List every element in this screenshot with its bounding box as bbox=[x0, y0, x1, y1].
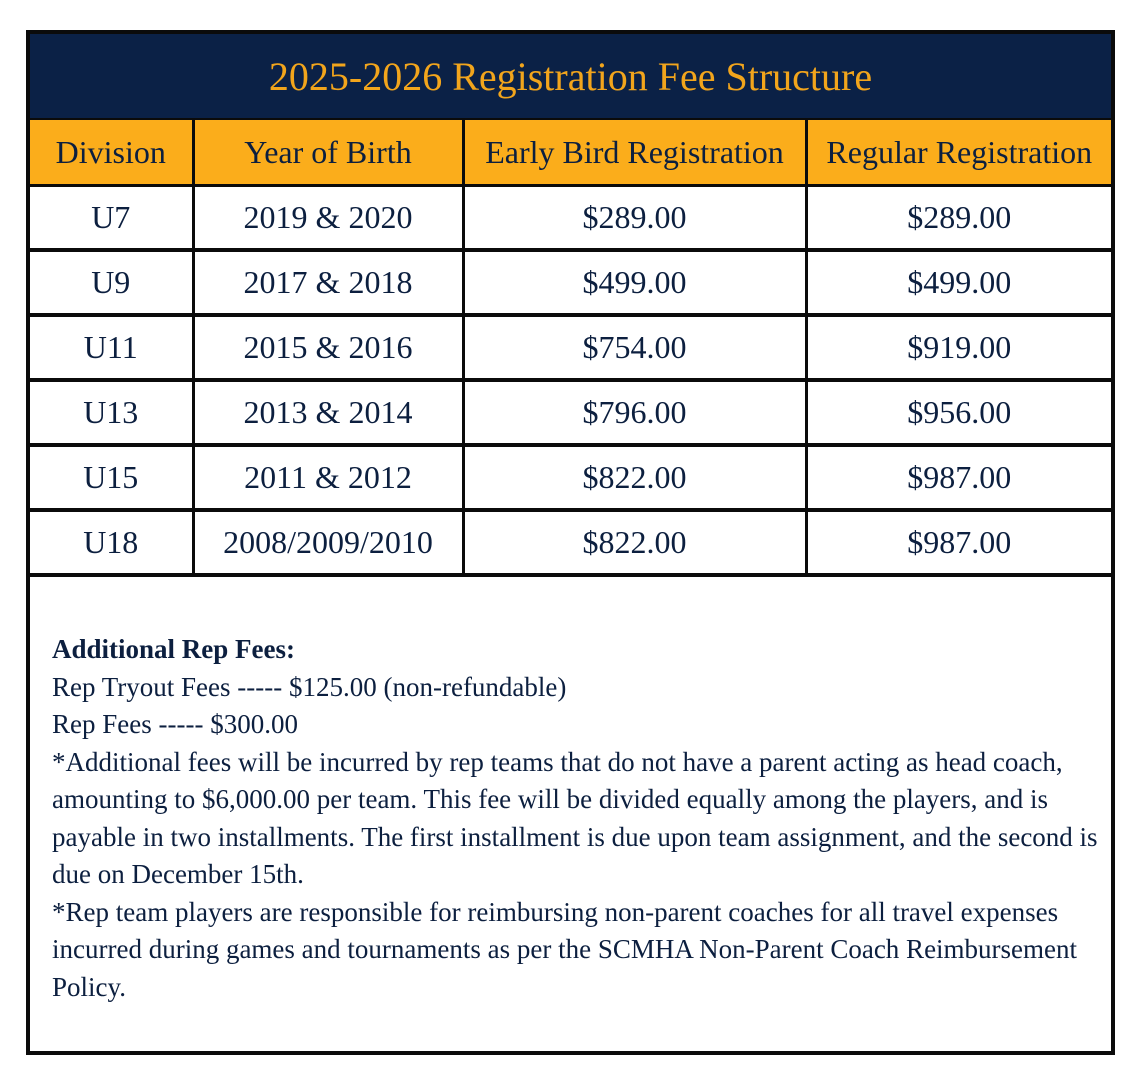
early-bird-fee-cell: $754.00 bbox=[463, 315, 806, 380]
header-year-of-birth: Year of Birth bbox=[193, 120, 463, 186]
year-of-birth-cell: 2015 & 2016 bbox=[193, 315, 463, 380]
document-title: 2025-2026 Registration Fee Structure bbox=[30, 34, 1111, 120]
fee-table bbox=[30, 120, 1111, 577]
division-cell: U13 bbox=[30, 380, 193, 445]
year-of-birth-cell: 2017 & 2018 bbox=[193, 250, 463, 315]
early-bird-fee-cell: $796.00 bbox=[463, 380, 806, 445]
fee-structure-document bbox=[26, 30, 1115, 1055]
division-cell: U11 bbox=[30, 315, 193, 380]
table-row bbox=[30, 380, 1111, 445]
head-coach-fee-note: *Additional fees will be incurred by rep teams that do not have a parent acting as head coach, amounting to $6,000.00 per team. This fee will be divided equally among the players, and is payable in two installments. The first installment is due upon team assignment, and the second is due on December 15th. bbox=[52, 746, 1098, 889]
regular-fee-cell: $987.00 bbox=[806, 510, 1111, 575]
regular-fee-cell: $987.00 bbox=[806, 445, 1111, 510]
header-early-bird: Early Bird Registration bbox=[463, 120, 806, 186]
table-row bbox=[30, 445, 1111, 510]
regular-fee-cell: $289.00 bbox=[806, 186, 1111, 251]
additional-rep-fees-heading: Additional Rep Fees: bbox=[52, 634, 295, 664]
travel-expense-note: *Rep team players are responsible for reimbursing non-parent coaches for all travel expenses incurred during games and tournaments as per the SCMHA Non-Parent Coach Reimbursement Policy. bbox=[52, 896, 1078, 1002]
regular-fee-cell: $499.00 bbox=[806, 250, 1111, 315]
year-of-birth-cell: 2013 & 2014 bbox=[193, 380, 463, 445]
header-regular: Regular Registration bbox=[806, 120, 1111, 186]
rep-fee-line: Rep Fees ----- $300.00 bbox=[52, 709, 298, 739]
year-of-birth-cell: 2019 & 2020 bbox=[193, 186, 463, 251]
table-row bbox=[30, 250, 1111, 315]
early-bird-fee-cell: $822.00 bbox=[463, 445, 806, 510]
division-cell: U9 bbox=[30, 250, 193, 315]
early-bird-fee-cell: $822.00 bbox=[463, 510, 806, 575]
year-of-birth-cell: 2011 & 2012 bbox=[193, 445, 463, 510]
table-row bbox=[30, 186, 1111, 251]
regular-fee-cell: $956.00 bbox=[806, 380, 1111, 445]
additional-rep-fees-section bbox=[30, 577, 1111, 1006]
year-of-birth-cell: 2008/2009/2010 bbox=[193, 510, 463, 575]
fee-table-header-row bbox=[30, 120, 1111, 186]
division-cell: U18 bbox=[30, 510, 193, 575]
rep-tryout-fee-line: Rep Tryout Fees ----- $125.00 (non-refundable) bbox=[52, 671, 567, 702]
table-row bbox=[30, 315, 1111, 380]
early-bird-fee-cell: $499.00 bbox=[463, 250, 806, 315]
early-bird-fee-cell: $289.00 bbox=[463, 186, 806, 251]
division-cell: U15 bbox=[30, 445, 193, 510]
division-cell: U7 bbox=[30, 186, 193, 251]
table-row bbox=[30, 510, 1111, 575]
regular-fee-cell: $919.00 bbox=[806, 315, 1111, 380]
header-division: Division bbox=[30, 120, 193, 186]
